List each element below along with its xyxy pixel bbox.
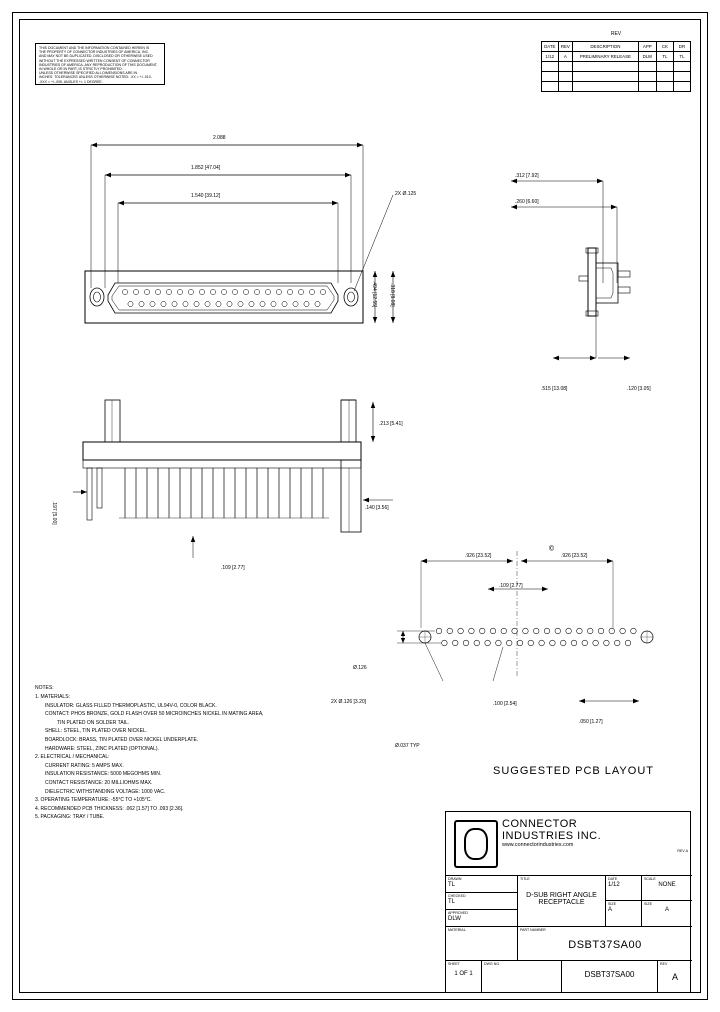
dim-mount-hole-spacing: 1.852 [47.04] <box>191 165 221 171</box>
col-dr: DR <box>673 42 690 52</box>
proprietary-line: THIS DOCUMENT AND THE INFORMATION CONTAINED HEREIN IS <box>39 46 150 50</box>
fp-center-mark: Ⓒ <box>549 546 555 552</box>
cell-rev <box>558 62 573 72</box>
dim-fp-offset: .100 [2.54] <box>493 701 517 707</box>
note-item: DIELECTRIC WITHSTANDING VOLTAGE: 1000 VAC. <box>45 788 166 795</box>
note-item: INSULATION RESISTANCE: 5000 MEGOHMS MIN. <box>45 771 162 778</box>
front-view-drawing <box>63 123 403 353</box>
label-part-number: PART NUMBER <box>520 928 546 932</box>
dim-fp-tol: .050 [1.27] <box>579 719 603 725</box>
value-approved-2: A <box>664 907 669 913</box>
table-header-row <box>542 42 691 52</box>
label-title: TITLE <box>520 877 530 881</box>
value-approved: DLW <box>448 916 461 922</box>
dim-board-offset: .197 [5.00] <box>51 501 57 525</box>
proprietary-line: INDUSTRIES OF AMERICA. ANY REPRODUCTION OF THIS DOCUMENT, <box>39 62 158 67</box>
value-dwg-no: DSBT37SA00 <box>584 970 635 979</box>
note-item: HARDWARE: STEEL, ZINC PLATED (OPTIONAL). <box>45 745 159 752</box>
dim-fp-left: .926 [23.52] <box>465 553 492 559</box>
note-item: CONTACT: PHOS BRONZE, GOLD FLASH OVER 50 MICROINCHES NICKEL IN MATING AREA, <box>45 711 264 718</box>
company-logo-icon <box>454 820 498 868</box>
note-item: CURRENT RATING: 5 AMPS MAX. <box>45 762 124 769</box>
dim-shell-height-1: .494 [12.55] <box>371 281 377 308</box>
field-rev <box>658 961 692 993</box>
note-item: TIN PLATED ON SOLDER TAIL. <box>57 719 130 726</box>
value-checked: TL <box>448 899 456 905</box>
label-date: DATE <box>608 877 618 881</box>
label-material: MATERIAL <box>448 928 466 932</box>
dim-shell-width: 1.540 [39.12] <box>191 193 221 199</box>
note-item: SHELL: STEEL, TIN PLATED OVER NICKEL. <box>45 728 148 735</box>
note-item: INSULATOR: GLASS FILLED THERMOPLASTIC, UL94V-0, COLOR BLACK. <box>45 702 217 709</box>
company-name-line1: CONNECTOR <box>502 818 578 830</box>
label-approved-2: SIZE <box>644 902 652 906</box>
cell-dr <box>673 72 690 82</box>
note-item: BOARDLOCK: BRASS, TIN PLATED OVER NICKEL UNDERPLATE. <box>45 736 199 743</box>
note-item: 1. MATERIALS: <box>35 694 70 700</box>
value-title: D-SUB RIGHT ANGLE RECEPTACLE <box>526 892 597 906</box>
drawing-sheet-border <box>12 12 708 1000</box>
label-rev: REV <box>660 962 668 966</box>
notes-block <box>35 685 335 822</box>
cell-app: DLW <box>638 52 656 62</box>
dim-tail-length: .140 [3.56] <box>365 505 389 511</box>
dim-standoff: .213 [5.41] <box>379 421 403 427</box>
field-sheet <box>446 961 482 993</box>
cell-date: 1/12 <box>542 52 559 62</box>
col-app: APP <box>638 42 656 52</box>
col-rev: REV <box>558 42 573 52</box>
field-scale <box>642 876 692 901</box>
cell-ck: TL <box>656 52 673 62</box>
dim-flange-a: .312 [7.92] <box>515 173 539 179</box>
value-rev: A <box>671 972 678 982</box>
revision-table <box>541 41 691 92</box>
cell-dr <box>673 82 690 92</box>
cell-app <box>638 62 656 72</box>
title-cell <box>518 876 606 927</box>
dim-fp-pin-dia: Ø.037 TYP <box>395 743 420 749</box>
dim-fp-note: 2X Ø.126 [3.20] <box>331 699 367 705</box>
cell-rev: A <box>558 52 573 62</box>
label-dwg-no: DWG NO. <box>484 962 501 966</box>
cell-description: PRELIMINARY RELEASE <box>573 52 639 62</box>
value-date: 1/12 <box>608 882 620 888</box>
note-item: 2. ELECTRICAL / MECHANICAL: <box>35 754 110 761</box>
dim-hole-dia: 2X Ø.125 <box>395 191 417 197</box>
note-item: 5. PACKAGING: TRAY / TUBE. <box>35 814 105 821</box>
dim-fp-row-pitch: .109 [2.77] <box>499 583 523 589</box>
field-dwg-value <box>562 961 658 993</box>
dim-tail: .120 [3.05] <box>627 386 651 392</box>
cell-rev <box>558 82 573 92</box>
value-scale: NONE <box>658 882 676 888</box>
note-item: 4. RECOMMENDED PCB THICKNESS: .062 [1.57] TO .093 [2.36]. <box>35 805 184 812</box>
side-elevation-drawing <box>53 388 413 588</box>
dim-fp-hole-a: Ø.126 <box>353 665 367 671</box>
proprietary-line: THE PROPERTY OF CONNECTOR INDUSTRIES OF AMERICA, INC. <box>39 50 150 55</box>
cell-ck <box>656 62 673 72</box>
dim-overall-width: 2.088 <box>213 135 226 141</box>
value-part-number: DSBT37SA00 <box>568 939 642 951</box>
table-row <box>542 82 691 92</box>
dim-shell-height-2: .318 [8.08] <box>389 283 395 307</box>
proprietary-line: WITHOUT THE EXPRESSED WRITTEN CONSENT OF CONNECTOR <box>39 58 150 63</box>
company-website[interactable]: www.connectorindustries.com <box>502 842 574 848</box>
dim-flange-b: .260 [6.60] <box>515 199 539 205</box>
dim-pin-pitch: .109 [2.77] <box>221 565 245 571</box>
title-block <box>445 811 691 993</box>
cell-description <box>573 82 639 92</box>
cell-dr <box>673 62 690 72</box>
company-name-line2: INDUSTRIES INC. <box>502 830 602 842</box>
cell-app <box>638 82 656 92</box>
col-date: DATE <box>542 42 559 52</box>
label-sheet: SHEET <box>448 962 460 966</box>
logo-inner-shape <box>464 828 488 860</box>
table-row <box>542 72 691 82</box>
cell-app <box>638 72 656 82</box>
label-size: SIZE <box>608 902 616 906</box>
table-row <box>542 52 691 62</box>
cell-dr: TL <box>673 52 690 62</box>
dim-fp-right: .926 [23.52] <box>561 553 588 559</box>
proprietary-line: INCHES. TOLERANCES UNLESS OTHERWISE NOTED: .XX = +/-.010, <box>39 75 152 80</box>
company-info <box>502 818 688 853</box>
value-drawn: TL <box>448 882 456 888</box>
cell-date <box>542 62 559 72</box>
field-size <box>606 901 642 927</box>
cell-date <box>542 72 559 82</box>
notes-heading: NOTES: <box>35 685 54 691</box>
cell-description <box>573 72 639 82</box>
proprietary-line: .XXX = +/-.005, ANGLES +/- 1 DEGREE. <box>39 79 103 84</box>
cell-ck <box>656 72 673 82</box>
part-number-cell <box>518 927 692 961</box>
proprietary-line: UNLESS OTHERWISE SPECIFIED ALL DIMENSIONS ARE IN <box>39 71 138 76</box>
cell-description <box>573 62 639 72</box>
company-logo-panel <box>446 812 692 876</box>
company-rev-corner: REV A <box>677 849 688 853</box>
proprietary-line: AND MAY NOT BE DUPLICATED, DISCLOSED OR OTHERWISE USED <box>39 54 153 59</box>
field-approved-2 <box>642 901 692 927</box>
pcb-layout-drawing <box>383 543 683 743</box>
field-checked <box>446 893 518 910</box>
label-checked: CHECKED <box>448 894 466 898</box>
proprietary-line: IN WHOLE OR IN PART, IS STRICTLY PROHIBITED. <box>39 67 123 72</box>
col-description: DESCRIPTION <box>573 42 639 52</box>
field-dwg-no <box>482 961 562 993</box>
label-scale: SCALE <box>644 877 656 881</box>
cell-ck <box>656 82 673 92</box>
pcb-layout-title: SUGGESTED PCB LAYOUT <box>493 765 654 777</box>
table-row <box>542 62 691 72</box>
field-drawn <box>446 876 518 893</box>
value-size: A <box>608 907 613 913</box>
cell-rev <box>558 72 573 82</box>
cell-date <box>542 82 559 92</box>
label-drawn: DRAWN <box>448 877 462 881</box>
field-approved <box>446 910 518 927</box>
label-approved: APPROVED <box>448 911 468 915</box>
note-item: CONTACT RESISTANCE: 20 MILLIOHMS MAX. <box>45 779 153 786</box>
dim-depth: .515 [13.08] <box>541 386 568 392</box>
note-item: 3. OPERATING TEMPERATURE: -55°C TO +105°C. <box>35 797 152 804</box>
revision-table-title: REV <box>610 31 622 37</box>
field-material <box>446 927 518 961</box>
col-ck: CK <box>656 42 673 52</box>
value-sheet: 1 OF 1 <box>454 971 473 977</box>
field-date <box>606 876 642 901</box>
proprietary-note-block <box>35 43 165 85</box>
